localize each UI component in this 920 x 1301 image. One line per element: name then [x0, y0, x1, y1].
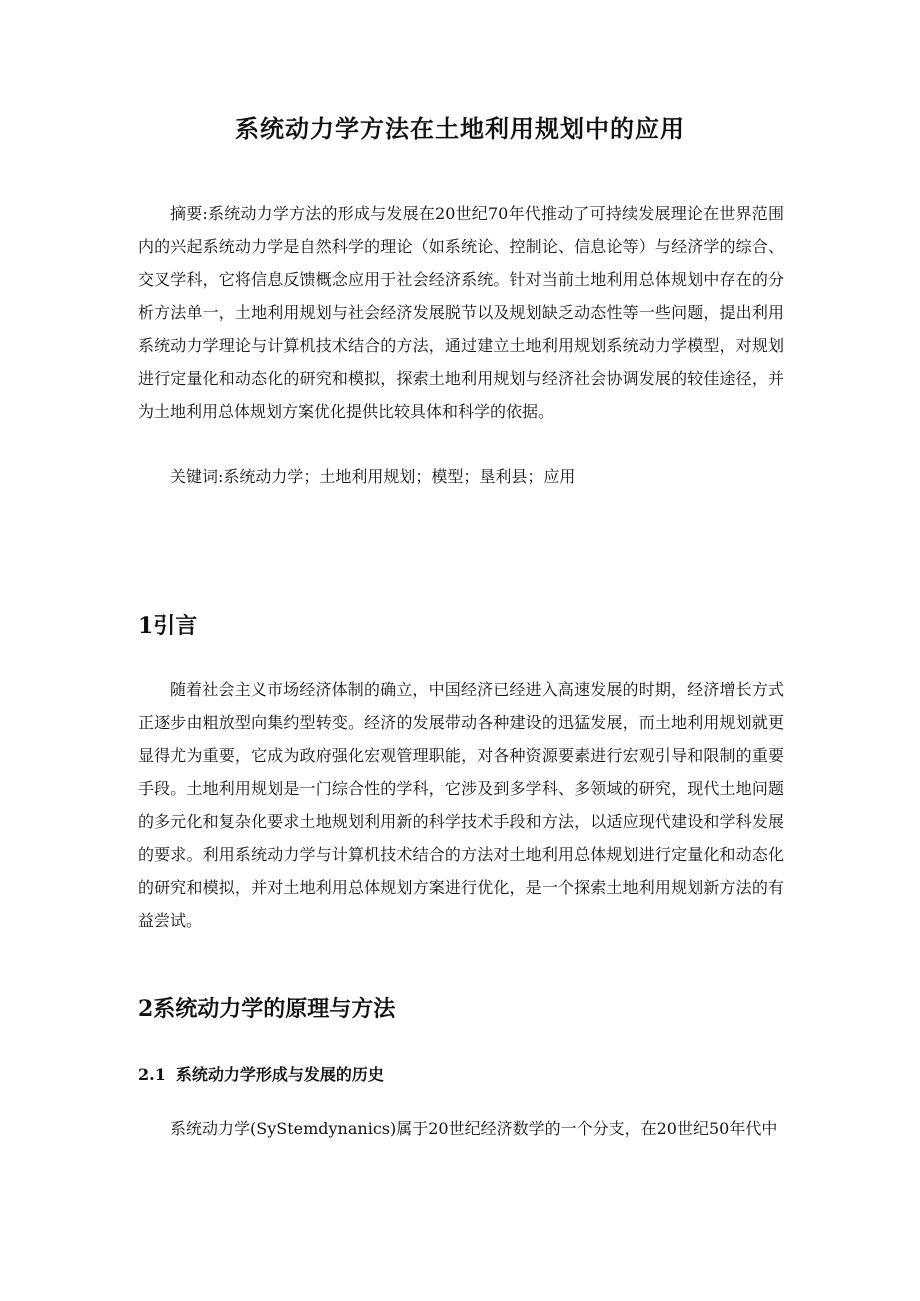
- section-heading-system-dynamics: 2系统动力学的原理与方法: [138, 996, 396, 1022]
- document-title: 系统动力学方法在土地利用规划中的应用: [235, 114, 685, 144]
- subsection-heading-history: [138, 1062, 384, 1088]
- section-heading-introduction: 1引言: [138, 613, 198, 639]
- history-paragraph: 系统动力学(SyStemdynanics)属于20世纪经济数学的一个分支，在20世纪50年代中: [170, 1119, 778, 1138]
- abstract-paragraph: 摘要:系统动力学方法的形成与发展在20世纪70年代推动了可持续发展理论在世界范围内的兴起系统动力学是自然科学的理论（如系统论、控制论、信息论等）与经济学的综合、交叉学科，它将信息反馈概念应用于社会经济系统。针对当前土地利用总体规划中存在的分析方法单一，土地利用规划与社会经济发展脱节以及规划缺乏动态性等一些问题，提出利用系统动力学理论与计算机技术结合的方法，通过建立土地利用规划系统动力学模型，对规划进行定量化和动态化的研究和模拟，探索土地利用规划与经济社会协调发展的较佳途径，并为土地利用总体规划方案优化提供比较具体和科学的依据。: [138, 204, 784, 421]
- subsection-number: 2.1: [138, 1065, 166, 1084]
- keywords-paragraph: 关键词:系统动力学；土地利用规划；模型；垦利县；应用: [170, 467, 576, 486]
- introduction-paragraph: 随着社会主义市场经济体制的确立，中国经济已经进入高速发展的时期，经济增长方式正逐步由粗放型向集约型转变。经济的发展带动各种建设的迅猛发展，而土地利用规划就更显得尤为重要，它成为政府强化宏观管理职能，对各种资源要素进行宏观引导和限制的重要手段。土地利用规划是一门综合性的学科，它涉及到多学科、多领域的研究，现代土地问题的多元化和复杂化要求土地规划利用新的科学技术手段和方法，以适应现代建设和学科发展的要求。利用系统动力学与计算机技术结合的方法对土地利用总体规划进行定量化和动态化的研究和模拟，并对土地利用总体规划方案进行优化，是一个探索土地利用规划新方法的有益尝试。: [138, 680, 784, 930]
- subsection-title: 系统动力学形成与发展的历史: [175, 1065, 384, 1084]
